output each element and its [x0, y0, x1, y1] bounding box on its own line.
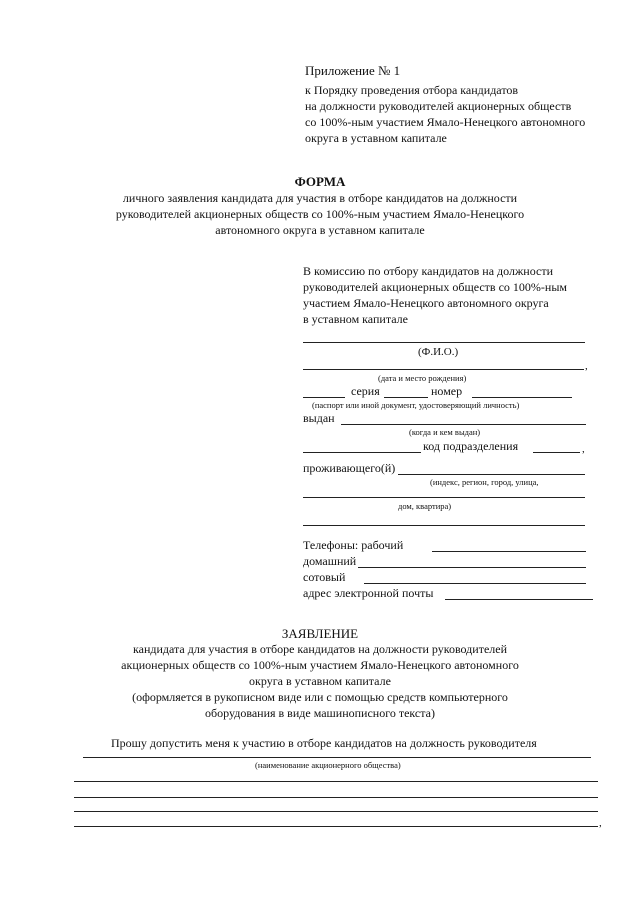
statement-title: ЗАЯВЛЕНИЕ	[281, 626, 359, 641]
issued-line[interactable]	[341, 424, 586, 425]
home-phone-label: домашний	[303, 554, 357, 568]
appendix-line: к Порядку проведения отбора кандидатов	[305, 83, 519, 97]
series-label: серия	[351, 384, 380, 398]
fio-line[interactable]	[303, 342, 585, 343]
addressee-line: участием Ямало-Ненецкого автономного округа	[303, 296, 549, 310]
division-code-label: код подразделения	[423, 439, 519, 453]
statement-note: (оформляется в рукописном виде или с помощью средств компьютерного	[132, 690, 508, 704]
home-phone-line[interactable]	[358, 567, 586, 568]
fio-caption: (Ф.И.О.)	[418, 346, 459, 358]
form-subtitle-line: личного заявления кандидата для участия в отборе кандидатов на должности	[122, 191, 518, 205]
form-title: ФОРМА	[294, 174, 346, 189]
company-caption: (наименование акционерного общества)	[255, 760, 401, 770]
text-line[interactable]	[74, 781, 598, 782]
mobile-phone-line[interactable]	[364, 583, 586, 584]
appendix-line: со 100%-ным участием Ямало-Ненецкого автономного	[305, 115, 586, 129]
address-caption: дом, квартира)	[398, 501, 452, 511]
appendix-line: округа в уставном капитале	[305, 131, 447, 145]
division-code-line[interactable]	[533, 452, 580, 453]
appendix-line: на должности руководителей акционерных обществ	[305, 99, 572, 113]
birth-caption: (дата и место рождения)	[378, 373, 467, 383]
birth-line[interactable]	[303, 369, 584, 370]
comma: ,	[585, 360, 588, 372]
issued-caption: (когда и кем выдан)	[409, 427, 481, 437]
text-line[interactable]	[74, 797, 598, 798]
address-line[interactable]	[303, 497, 585, 498]
mobile-phone-label: сотовый	[303, 570, 346, 584]
form-subtitle-line: автономного округа в уставном капитале	[215, 223, 425, 237]
number-line[interactable]	[472, 397, 572, 398]
addressee-line: в уставном капитале	[303, 312, 408, 326]
appendix-number: Приложение № 1	[305, 63, 401, 78]
comma: ,	[582, 443, 585, 455]
issued-label: выдан	[303, 411, 335, 425]
work-phone-line[interactable]	[432, 551, 586, 552]
form-subtitle-line: руководителей акционерных обществ со 100%-ным участием Ямало-Ненецкого	[115, 207, 525, 221]
email-label: адрес электронной почты	[303, 586, 434, 600]
statement-line: округа в уставном капитале	[249, 674, 391, 688]
issued-line-2[interactable]	[303, 452, 421, 453]
residing-line[interactable]	[398, 474, 585, 475]
series-line[interactable]	[384, 397, 428, 398]
passport-prefix-line[interactable]	[303, 397, 345, 398]
email-line[interactable]	[445, 599, 593, 600]
statement-line: кандидата для участия в отборе кандидатов на должности руководителей	[132, 642, 508, 656]
text-line[interactable]	[74, 811, 598, 812]
text-line[interactable]	[74, 826, 598, 827]
addressee-line: В комиссию по отбору кандидатов на должности	[303, 264, 553, 278]
residing-label: проживающего(й)	[303, 461, 396, 475]
address-caption: (индекс, регион, город, улица,	[430, 477, 539, 487]
company-line[interactable]	[83, 757, 591, 758]
request-text: Прошу допустить меня к участию в отборе кандидатов на должность руководителя	[111, 736, 537, 750]
comma: ,	[599, 817, 602, 829]
phones-label: Телефоны: рабочий	[303, 538, 404, 552]
statement-line: акционерных обществ со 100%-ным участием Ямало-Ненецкого автономного	[121, 658, 519, 672]
statement-note: оборудования в виде машинописного текста)	[205, 706, 435, 720]
addressee-line: руководителей акционерных обществ со 100%-ным	[303, 280, 567, 294]
address-line-2[interactable]	[303, 525, 585, 526]
number-label: номер	[431, 384, 463, 398]
passport-caption: (паспорт или иной документ, удостоверяющий личность)	[312, 400, 520, 410]
